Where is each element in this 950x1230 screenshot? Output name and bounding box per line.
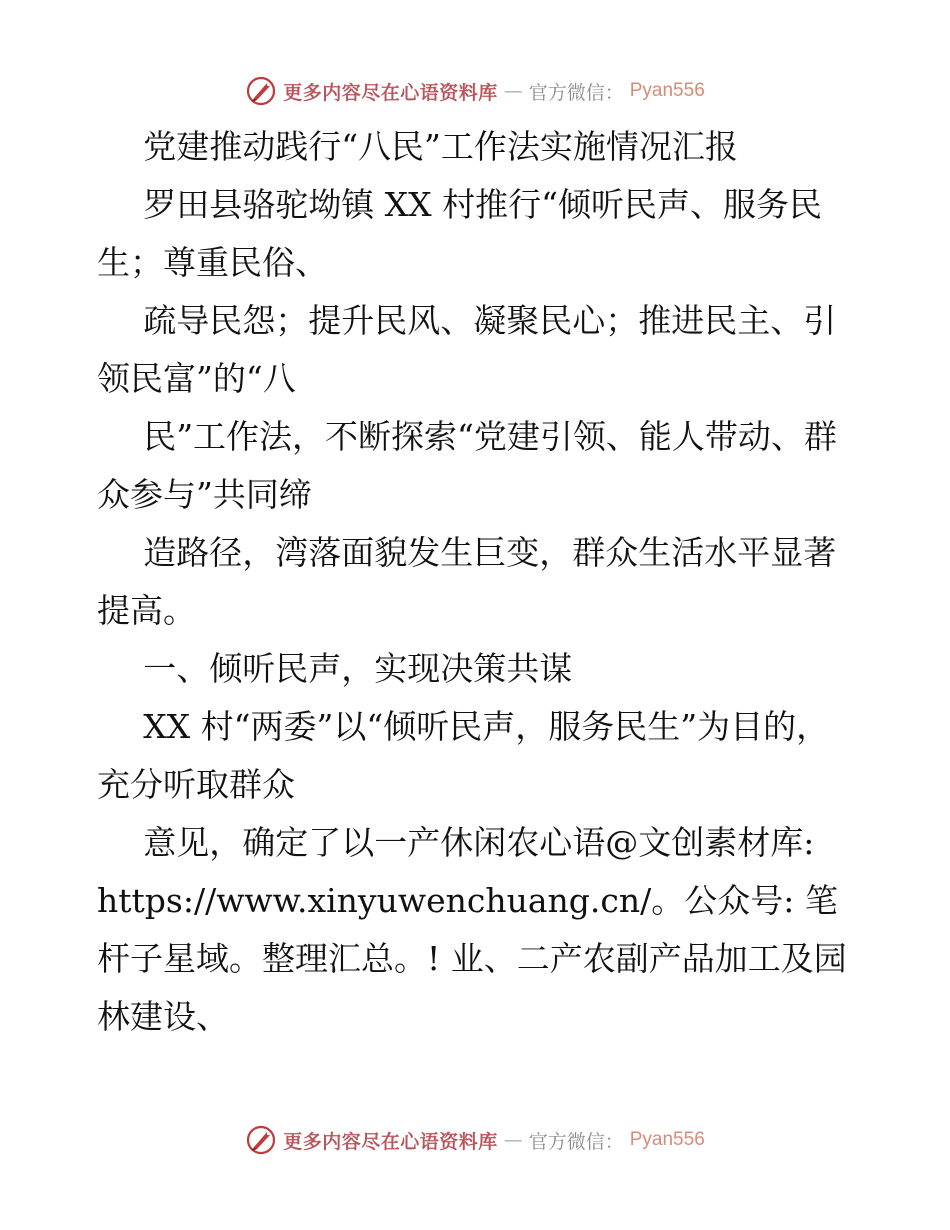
watermark-wechat-label: 官方微信： (528, 1130, 624, 1153)
header-watermark (0, 71, 950, 111)
watermark-separator: — (503, 80, 523, 102)
footer-watermark (0, 1120, 950, 1160)
section-heading: 一、倾听民声，实现决策共谋 (143, 649, 573, 688)
document-title: 党建推动践行“八民”工作法实施情况汇报 (143, 127, 738, 166)
watermark-separator: — (503, 1129, 523, 1151)
body-paragraph: 疏导民怨；提升民风、凝聚民心；推进民主、引领民富”的“八 (97, 301, 837, 398)
quill-pen-circle-icon (245, 1124, 277, 1156)
watermark-wechat-id: Pyan556 (629, 80, 705, 101)
watermark-brand-text: 更多内容尽在心语资料库 (283, 1130, 498, 1153)
document-body (97, 118, 857, 1046)
body-paragraph: 造路径，湾落面貌发生巨变，群众生活水平显著提高。 (97, 533, 837, 630)
body-paragraph: 民”工作法，不断探索“党建引领、能人带动、群众参与”共同缔 (97, 417, 837, 514)
quill-pen-circle-icon (245, 75, 277, 107)
watermark-wechat-label: 官方微信： (528, 81, 624, 104)
body-paragraph: 罗田县骆驼坳镇 XX 村推行“倾听民声、服务民生；尊重民俗、 (97, 185, 823, 282)
body-paragraph: XX 村“两委”以“倾听民声，服务民生”为目的，充分听取群众 (97, 707, 830, 804)
body-paragraph: 意见，确定了以一产休闲农心语@文创素材库: https://www.xinyuwenchuang.cn/。公众号: 笔杆子星域。整理汇总。! 业、二产农副产品加工及园林建设、 (97, 823, 847, 1036)
watermark-brand-text: 更多内容尽在心语资料库 (283, 81, 498, 104)
watermark-wechat-id: Pyan556 (629, 1129, 705, 1150)
